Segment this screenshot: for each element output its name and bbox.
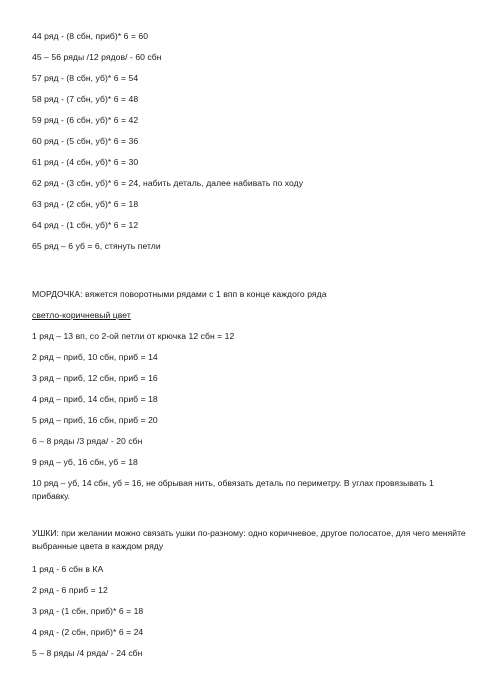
ears-row-1: 1 ряд - 6 сбн в КА <box>32 564 104 574</box>
muzzle-row-5: 5 ряд – приб, 16 сбн, приб = 20 <box>32 415 158 425</box>
row-59: 59 ряд - (6 сбн, уб)* 6 = 42 <box>32 115 139 125</box>
muzzle-row-6-8: 6 – 8 ряды /3 ряда/ - 20 сбн <box>32 436 143 446</box>
row-64: 64 ряд - (1 сбн, уб)* 6 = 12 <box>32 220 139 230</box>
row-58: 58 ряд - (7 сбн, уб)* 6 = 48 <box>32 94 139 104</box>
row-65: 65 ряд – 6 уб = 6, стянуть петли <box>32 241 161 251</box>
ears-row-5-8: 5 – 8 ряды /4 ряда/ - 24 сбн <box>32 648 143 658</box>
row-45-56: 45 – 56 ряды /12 рядов/ - 60 сбн <box>32 52 162 62</box>
row-61: 61 ряд - (4 сбн, уб)* 6 = 30 <box>32 157 139 167</box>
row-44: 44 ряд - (8 сбн, приб)* 6 = 60 <box>32 31 149 41</box>
row-62: 62 ряд - (3 сбн, уб)* 6 = 24, набить деталь, далее набивать по ходу <box>32 178 304 188</box>
muzzle-row-1: 1 ряд – 13 вп, со 2-ой петли от крючка 12 сбн = 12 <box>32 331 235 341</box>
row-57: 57 ряд - (8 сбн, уб)* 6 = 54 <box>32 73 139 83</box>
muzzle-row-9: 9 ряд – уб, 16 сбн, уб = 18 <box>32 457 138 467</box>
ears-row-2: 2 ряд - 6 приб = 12 <box>32 585 108 595</box>
muzzle-row-10: 10 ряд – уб, 14 сбн, уб = 16, не обрывая нить, обвязать деталь по периметру. В углах провязывать 1 прибавку. <box>32 478 434 501</box>
ears-heading: УШКИ: при желании можно связать ушки по-разному: одно коричневое, другое полосатое, для чего меняйте выбранные цвета в каждом ряду <box>32 528 466 551</box>
row-63: 63 ряд - (2 сбн, уб)* 6 = 18 <box>32 199 139 209</box>
row-60: 60 ряд - (5 сбн, уб)* 6 = 36 <box>32 136 139 146</box>
muzzle-heading: МОРДОЧКА: вяжется поворотными рядами с 1 впп в конце каждого ряда <box>32 289 327 299</box>
ears-row-4: 4 ряд - (2 сбн, приб)* 6 = 24 <box>32 627 144 637</box>
muzzle-row-4: 4 ряд – приб, 14 сбн, приб = 18 <box>32 394 158 404</box>
muzzle-row-3: 3 ряд – приб, 12 сбн, приб = 16 <box>32 373 158 383</box>
ears-row-3: 3 ряд - (1 сбн, приб)* 6 = 18 <box>32 606 144 616</box>
muzzle-color-note: светло-коричневый цвет <box>32 310 131 320</box>
muzzle-row-2: 2 ряд – приб, 10 сбн, приб = 14 <box>32 352 158 362</box>
